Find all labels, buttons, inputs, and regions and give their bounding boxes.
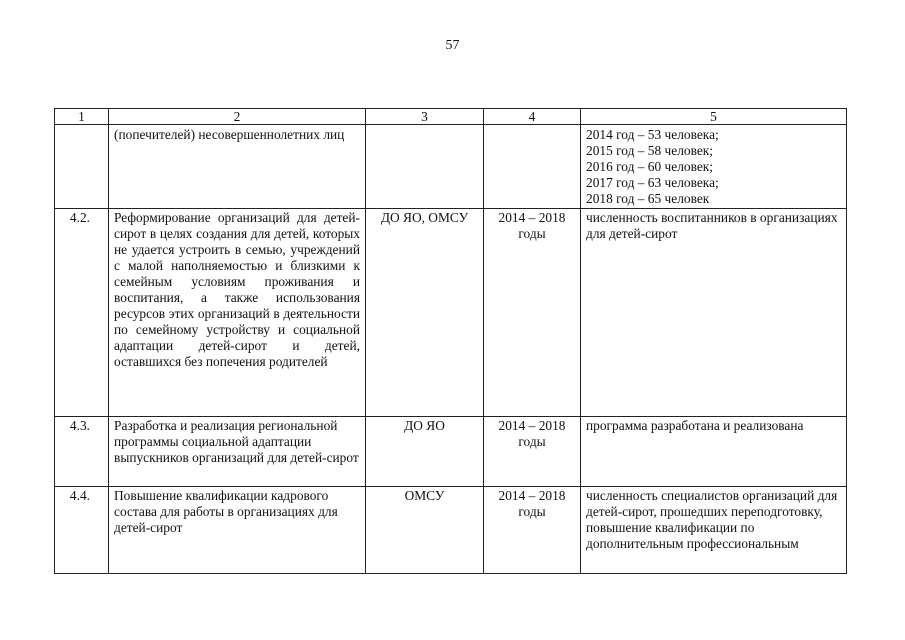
cell-indicator: [581, 125, 847, 209]
indicator-line: 2016 год – 60 человек;: [586, 159, 714, 174]
indicator-line: 2018 год – 65 человек: [586, 191, 710, 206]
cell-indicator: численность специалистов организаций для детей-сирот, прошедших переподготовку, повышение квалификации по дополнительным профессиональным: [581, 487, 847, 574]
header-col-2: 2: [109, 109, 366, 125]
cell-period: 2014 – 2018 годы: [484, 487, 581, 574]
cell-executor: ОМСУ: [366, 487, 484, 574]
cell-number: [55, 125, 109, 209]
cell-period: 2014 – 2018 годы: [484, 209, 581, 417]
table-row: [55, 417, 847, 487]
cell-activity: Реформирование организаций для детей-сирот в целях создания для детей, которых не удается устроить в семью, учреждений с малой наполняемостью и близкими к семейным условиям проживания и воспитания, а также использования ресурсов этих организаций в деятельности по семейному устройству и социальной адаптации детей-сирот и детей, оставшихся без попечения родителей: [109, 209, 366, 417]
table-row-continuation: [55, 125, 847, 209]
header-col-5: 5: [581, 109, 847, 125]
cell-executor: [366, 125, 484, 209]
header-col-3: 3: [366, 109, 484, 125]
cell-indicator: численность воспитанников в организациях для детей-сирот: [581, 209, 847, 417]
header-col-4: 4: [484, 109, 581, 125]
cell-indicator: программа разработана и реализована: [581, 417, 847, 487]
cell-activity: Разработка и реализация региональной программы социальной адаптации выпускников организаций для детей-сирот: [109, 417, 366, 487]
indicator-line: 2017 год – 63 человека;: [586, 175, 719, 190]
cell-activity: (попечителей) несовершеннолетних лиц: [109, 125, 366, 209]
table-row: [55, 209, 847, 417]
table-header-row: [55, 109, 847, 125]
table-row: [55, 487, 847, 574]
cell-executor: ДО ЯО, ОМСУ: [366, 209, 484, 417]
cell-activity: Повышение квалификации кадрового состава для работы в организациях для детей-сирот: [109, 487, 366, 574]
header-col-1: 1: [55, 109, 109, 125]
page-number: 57: [445, 38, 460, 53]
cell-period: 2014 – 2018 годы: [484, 417, 581, 487]
cell-number: 4.4.: [55, 487, 109, 574]
cell-number: 4.2.: [55, 209, 109, 417]
measures-table: [54, 108, 847, 574]
cell-number: 4.3.: [55, 417, 109, 487]
cell-executor: ДО ЯО: [366, 417, 484, 487]
indicator-line: 2014 год – 53 человека;: [586, 127, 719, 142]
cell-period: [484, 125, 581, 209]
indicator-line: 2015 год – 58 человек;: [586, 143, 714, 158]
